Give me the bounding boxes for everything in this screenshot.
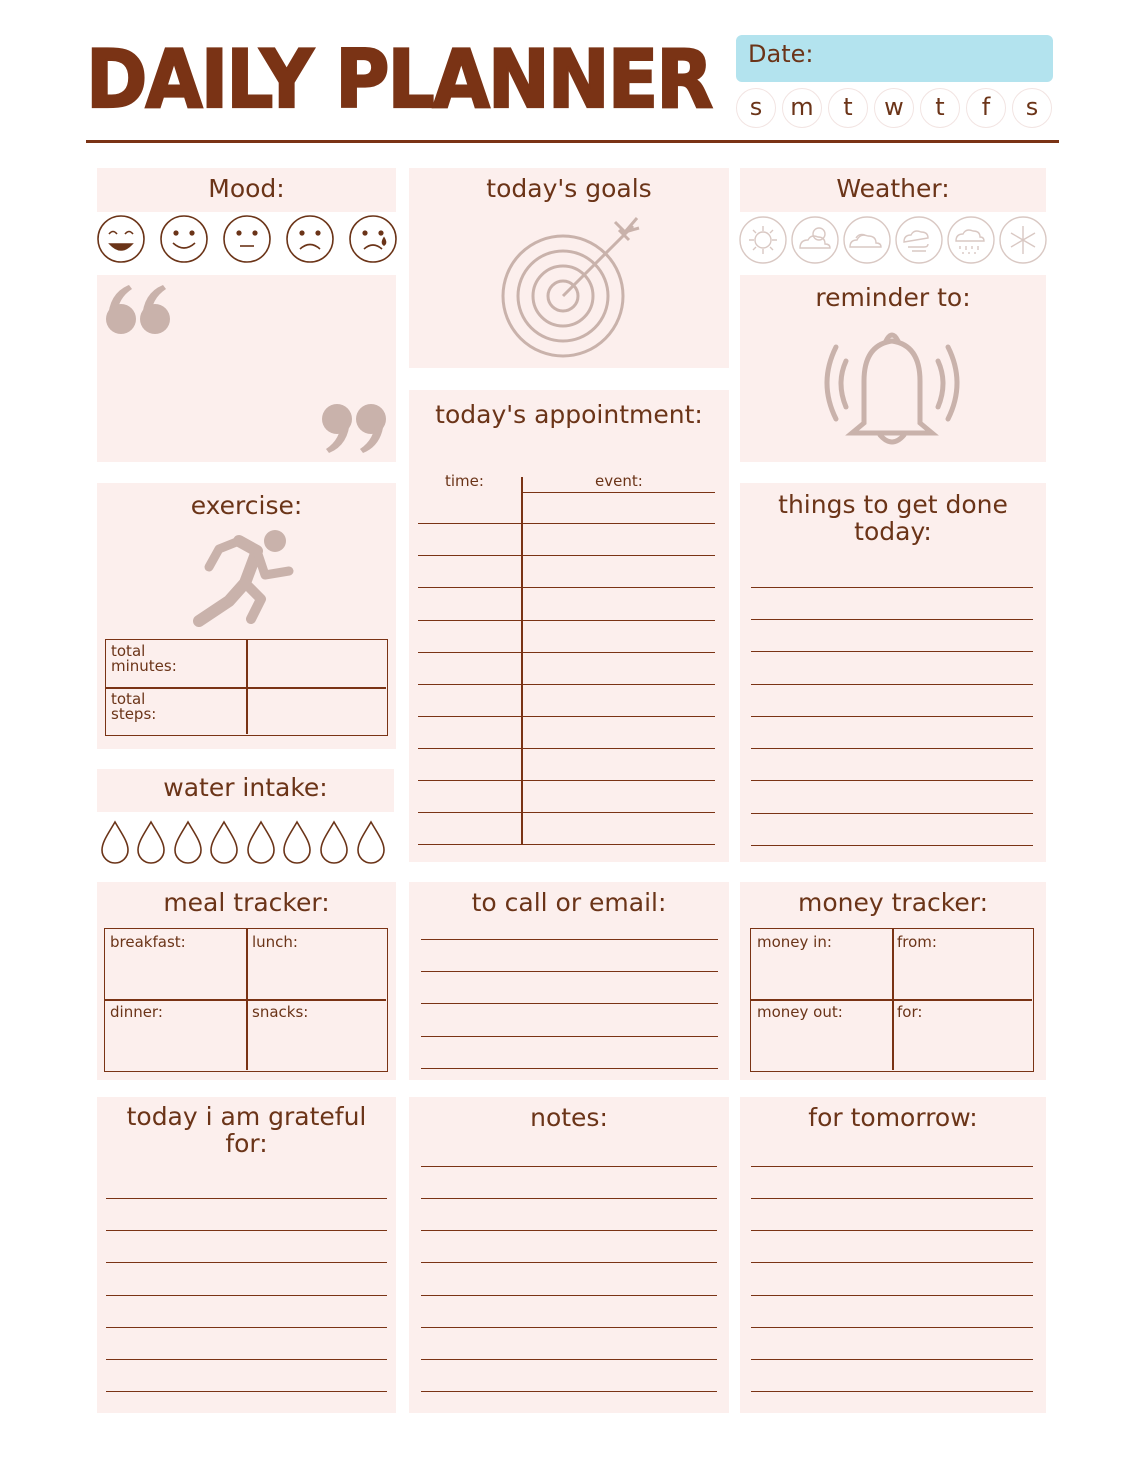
- header-divider: [86, 140, 1059, 143]
- appointment-row[interactable]: [418, 652, 715, 653]
- appointment-row[interactable]: [418, 844, 715, 845]
- bell-icon: [812, 327, 972, 447]
- total-minutes-input[interactable]: [248, 640, 387, 686]
- appointment-row[interactable]: [418, 620, 715, 621]
- mood-heading: Mood:: [97, 168, 396, 212]
- notes-line[interactable]: [421, 1359, 717, 1360]
- weather-icons: [738, 214, 1050, 266]
- water-drop-icon[interactable]: [358, 822, 384, 863]
- crying-face-icon[interactable]: [350, 216, 396, 262]
- goals-heading: today's goals: [486, 174, 652, 203]
- page-title: DAILY PLANNER: [86, 33, 712, 127]
- time-column-header: time:: [445, 472, 484, 490]
- day-friday[interactable]: f: [966, 88, 1006, 128]
- notes-line[interactable]: [421, 1198, 717, 1199]
- tomorrow-line[interactable]: [751, 1391, 1033, 1392]
- tomorrow-line[interactable]: [751, 1359, 1033, 1360]
- grateful-line[interactable]: [106, 1359, 387, 1360]
- table-divider: [105, 999, 386, 1001]
- exercise-panel: [97, 483, 396, 749]
- appointment-row[interactable]: [418, 780, 715, 781]
- call-line[interactable]: [421, 1036, 718, 1037]
- notes-panel[interactable]: [409, 1097, 729, 1413]
- day-sunday[interactable]: s: [736, 88, 776, 128]
- sun-icon[interactable]: [740, 217, 786, 263]
- grateful-line[interactable]: [106, 1295, 387, 1296]
- day-thursday[interactable]: t: [920, 88, 960, 128]
- water-drop-icon[interactable]: [248, 822, 274, 863]
- todo-line[interactable]: [751, 684, 1033, 685]
- appointment-heading: today's appointment:: [435, 400, 703, 429]
- grateful-line[interactable]: [106, 1198, 387, 1199]
- goals-panel[interactable]: [409, 168, 729, 368]
- notes-line[interactable]: [421, 1327, 717, 1328]
- day-tuesday[interactable]: t: [828, 88, 868, 128]
- tomorrow-line[interactable]: [751, 1262, 1033, 1263]
- breakfast-label: breakfast:: [110, 933, 186, 951]
- tomorrow-heading: for tomorrow:: [808, 1103, 978, 1132]
- money-table: [750, 928, 1034, 1072]
- todo-line[interactable]: [751, 845, 1033, 846]
- money-panel: [740, 882, 1046, 1080]
- appointment-row[interactable]: [418, 523, 715, 524]
- money-out-label: money out:: [757, 1003, 843, 1021]
- appointment-row[interactable]: [418, 684, 715, 685]
- exercise-heading: exercise:: [190, 491, 303, 520]
- todo-panel[interactable]: [740, 483, 1046, 862]
- todo-line[interactable]: [751, 651, 1033, 652]
- call-line[interactable]: [421, 1003, 718, 1004]
- appointment-row[interactable]: [418, 587, 715, 588]
- todo-line[interactable]: [751, 813, 1033, 814]
- exercise-table: [105, 639, 388, 736]
- grateful-line[interactable]: [106, 1230, 387, 1231]
- notes-line[interactable]: [421, 1295, 717, 1296]
- call-line[interactable]: [421, 971, 718, 972]
- from-label: from:: [897, 933, 937, 951]
- todo-line[interactable]: [751, 780, 1033, 781]
- day-saturday[interactable]: s: [1012, 88, 1052, 128]
- neutral-face-icon[interactable]: [224, 216, 270, 262]
- close-quote-icon: [319, 401, 389, 459]
- todo-line[interactable]: [751, 587, 1033, 588]
- snacks-label: snacks:: [252, 1003, 309, 1021]
- appointment-row[interactable]: [418, 812, 715, 813]
- water-heading: water intake:: [97, 769, 394, 812]
- smiling-face-icon[interactable]: [161, 216, 207, 262]
- water-drop-icon[interactable]: [102, 822, 128, 863]
- snowflake-icon[interactable]: [1000, 217, 1046, 263]
- call-heading: to call or email:: [471, 888, 667, 917]
- water-drop-icon[interactable]: [138, 822, 164, 863]
- tomorrow-line[interactable]: [751, 1166, 1033, 1167]
- quote-box[interactable]: [97, 275, 396, 462]
- meal-heading: meal tracker:: [163, 888, 330, 917]
- water-drop-icon[interactable]: [175, 822, 201, 863]
- call-panel[interactable]: [409, 882, 729, 1080]
- sad-face-icon[interactable]: [287, 216, 333, 262]
- table-divider: [751, 999, 1032, 1001]
- grateful-line[interactable]: [106, 1391, 387, 1392]
- runner-icon: [189, 527, 299, 627]
- todo-line[interactable]: [751, 619, 1033, 620]
- water-drop-icon[interactable]: [321, 822, 347, 863]
- call-line[interactable]: [421, 939, 718, 940]
- grateful-panel[interactable]: [97, 1097, 396, 1413]
- meal-table: [104, 928, 388, 1072]
- tomorrow-line[interactable]: [751, 1198, 1033, 1199]
- dinner-label: dinner:: [110, 1003, 163, 1021]
- call-line[interactable]: [421, 1068, 718, 1069]
- lunch-label: lunch:: [252, 933, 298, 951]
- partly-cloudy-icon[interactable]: [792, 217, 838, 263]
- water-drops: [98, 820, 390, 866]
- notes-heading: notes:: [530, 1103, 608, 1132]
- total-minutes-label: total minutes:: [111, 642, 177, 675]
- appointment-row[interactable]: [418, 748, 715, 749]
- day-wednesday[interactable]: w: [874, 88, 914, 128]
- money-in-label: money in:: [757, 933, 832, 951]
- date-label: Date:: [748, 40, 814, 68]
- water-drop-icon[interactable]: [284, 822, 310, 863]
- open-quote-icon: [103, 279, 173, 337]
- for-label: for:: [897, 1003, 923, 1021]
- money-heading: money tracker:: [798, 888, 988, 917]
- todo-line[interactable]: [751, 748, 1033, 749]
- reminder-panel[interactable]: [740, 275, 1046, 462]
- weather-heading: Weather:: [740, 168, 1046, 212]
- appointment-row[interactable]: [418, 555, 715, 556]
- notes-line[interactable]: [421, 1166, 717, 1167]
- total-steps-input[interactable]: [248, 689, 387, 734]
- appointment-panel[interactable]: [409, 390, 729, 862]
- water-drop-icon[interactable]: [211, 822, 237, 863]
- cloudy-icon[interactable]: [844, 217, 890, 263]
- column-divider: [521, 477, 523, 844]
- tomorrow-panel[interactable]: [740, 1097, 1046, 1413]
- event-column-header: event:: [595, 472, 643, 490]
- laughing-face-icon[interactable]: [98, 216, 144, 262]
- tomorrow-line[interactable]: [751, 1295, 1033, 1296]
- target-icon: [497, 212, 647, 360]
- todo-line[interactable]: [751, 716, 1033, 717]
- day-monday[interactable]: m: [782, 88, 822, 128]
- notes-line[interactable]: [421, 1230, 717, 1231]
- grateful-heading: today i am grateful for:: [126, 1102, 367, 1158]
- total-steps-label: total steps:: [111, 690, 157, 723]
- meal-panel: [97, 882, 396, 1080]
- grateful-line[interactable]: [106, 1262, 387, 1263]
- reminder-heading: reminder to:: [815, 283, 971, 312]
- grateful-line[interactable]: [106, 1327, 387, 1328]
- mood-faces: [96, 214, 398, 266]
- windy-cloud-icon[interactable]: [896, 217, 942, 263]
- todo-heading: things to get done today:: [778, 490, 1008, 546]
- header-rule: [521, 492, 715, 493]
- notes-line[interactable]: [421, 1262, 717, 1263]
- date-field[interactable]: [736, 35, 1053, 82]
- tomorrow-line[interactable]: [751, 1230, 1033, 1231]
- notes-line[interactable]: [421, 1391, 717, 1392]
- tomorrow-line[interactable]: [751, 1327, 1033, 1328]
- appointment-row[interactable]: [418, 716, 715, 717]
- rain-cloud-icon[interactable]: [948, 217, 994, 263]
